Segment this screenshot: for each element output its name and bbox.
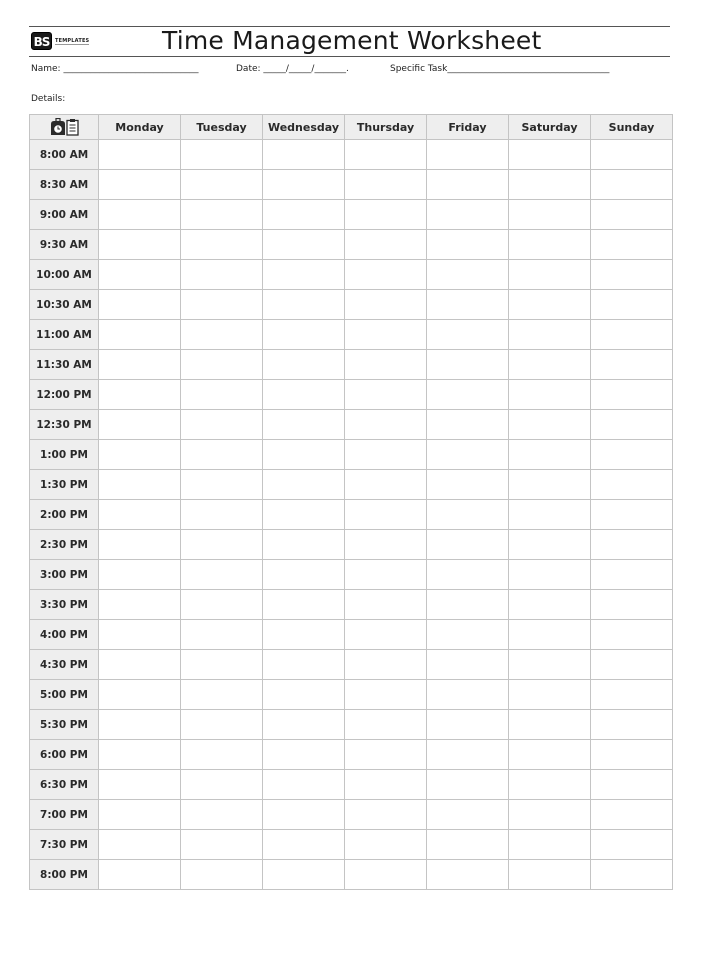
schedule-cell-tuesday[interactable] — [181, 140, 263, 170]
schedule-cell-friday[interactable] — [427, 680, 509, 710]
schedule-cell-monday[interactable] — [99, 380, 181, 410]
day-header-sunday: Sunday — [591, 115, 673, 140]
table-row — [30, 200, 673, 230]
schedule-cell-tuesday[interactable] — [181, 830, 263, 860]
schedule-cell-thursday[interactable] — [345, 470, 427, 500]
schedule-cell-tuesday[interactable] — [181, 320, 263, 350]
date-field[interactable]: Date: _____/_____/_______. — [236, 64, 349, 74]
logo-mark: BS — [31, 32, 52, 50]
table-row — [30, 710, 673, 740]
schedule-cell-friday[interactable] — [427, 290, 509, 320]
table-row — [30, 140, 673, 170]
schedule-cell-tuesday[interactable] — [181, 590, 263, 620]
table-row — [30, 620, 673, 650]
day-header-wednesday: Wednesday — [263, 115, 345, 140]
schedule-cell-wednesday[interactable] — [263, 290, 345, 320]
schedule-cell-wednesday[interactable] — [263, 440, 345, 470]
time-slot-label: 8:00 AM — [30, 140, 99, 170]
schedule-cell-friday[interactable] — [427, 560, 509, 590]
table-row — [30, 860, 673, 890]
schedule-cell-tuesday[interactable] — [181, 650, 263, 680]
day-header-thursday: Thursday — [345, 115, 427, 140]
schedule-cell-friday[interactable] — [427, 830, 509, 860]
schedule-cell-friday[interactable] — [427, 440, 509, 470]
schedule-cell-tuesday[interactable] — [181, 170, 263, 200]
schedule-cell-wednesday[interactable] — [263, 230, 345, 260]
header-row — [30, 115, 673, 140]
schedule-cell-monday[interactable] — [99, 470, 181, 500]
schedule-cell-saturday[interactable] — [509, 440, 591, 470]
schedule-cell-tuesday[interactable] — [181, 740, 263, 770]
schedule-cell-friday[interactable] — [427, 530, 509, 560]
time-slot-label: 10:30 AM — [30, 290, 99, 320]
schedule-cell-monday[interactable] — [99, 710, 181, 740]
schedule-cell-wednesday[interactable] — [263, 770, 345, 800]
schedule-cell-wednesday[interactable] — [263, 380, 345, 410]
time-slot-label: 6:00 PM — [30, 740, 99, 770]
details-label: Details: — [31, 94, 66, 104]
schedule-cell-wednesday[interactable] — [263, 530, 345, 560]
schedule-cell-friday[interactable] — [427, 620, 509, 650]
schedule-cell-sunday[interactable] — [591, 740, 673, 770]
page-title: Time Management Worksheet — [162, 26, 542, 55]
table-row — [30, 650, 673, 680]
schedule-cell-wednesday[interactable] — [263, 140, 345, 170]
schedule-cell-tuesday[interactable] — [181, 530, 263, 560]
schedule-cell-thursday[interactable] — [345, 380, 427, 410]
schedule-cell-tuesday[interactable] — [181, 800, 263, 830]
schedule-cell-tuesday[interactable] — [181, 440, 263, 470]
schedule-cell-saturday[interactable] — [509, 230, 591, 260]
schedule-cell-sunday[interactable] — [591, 470, 673, 500]
schedule-cell-sunday[interactable] — [591, 620, 673, 650]
schedule-cell-monday[interactable] — [99, 410, 181, 440]
schedule-cell-saturday[interactable] — [509, 500, 591, 530]
schedule-cell-monday[interactable] — [99, 290, 181, 320]
schedule-cell-monday[interactable] — [99, 800, 181, 830]
schedule-cell-friday[interactable] — [427, 380, 509, 410]
schedule-cell-monday[interactable] — [99, 230, 181, 260]
schedule-cell-friday[interactable] — [427, 740, 509, 770]
schedule-cell-sunday[interactable] — [591, 710, 673, 740]
time-slot-label: 6:30 PM — [30, 770, 99, 800]
schedule-cell-saturday[interactable] — [509, 170, 591, 200]
schedule-cell-sunday[interactable] — [591, 350, 673, 380]
schedule-cell-tuesday[interactable] — [181, 380, 263, 410]
schedule-cell-wednesday[interactable] — [263, 650, 345, 680]
schedule-cell-monday[interactable] — [99, 260, 181, 290]
time-slot-label: 3:00 PM — [30, 560, 99, 590]
schedule-cell-wednesday[interactable] — [263, 860, 345, 890]
schedule-cell-monday[interactable] — [99, 680, 181, 710]
time-slot-label: 1:30 PM — [30, 470, 99, 500]
schedule-cell-friday[interactable] — [427, 710, 509, 740]
logo — [31, 32, 89, 50]
schedule-cell-tuesday[interactable] — [181, 230, 263, 260]
time-slot-label: 5:30 PM — [30, 710, 99, 740]
schedule-cell-wednesday[interactable] — [263, 710, 345, 740]
schedule-table — [29, 114, 673, 890]
time-slot-label: 7:30 PM — [30, 830, 99, 860]
schedule-cell-friday[interactable] — [427, 320, 509, 350]
schedule-cell-thursday[interactable] — [345, 620, 427, 650]
schedule-cell-friday[interactable] — [427, 860, 509, 890]
time-slot-label: 12:30 PM — [30, 410, 99, 440]
schedule-cell-monday[interactable] — [99, 560, 181, 590]
table-row — [30, 590, 673, 620]
schedule-cell-thursday[interactable] — [345, 650, 427, 680]
table-row — [30, 350, 673, 380]
schedule-cell-tuesday[interactable] — [181, 260, 263, 290]
schedule-cell-wednesday[interactable] — [263, 680, 345, 710]
schedule-cell-thursday[interactable] — [345, 560, 427, 590]
schedule-cell-tuesday[interactable] — [181, 350, 263, 380]
schedule-cell-thursday[interactable] — [345, 290, 427, 320]
schedule-cell-wednesday[interactable] — [263, 740, 345, 770]
table-row — [30, 800, 673, 830]
time-slot-label: 2:00 PM — [30, 500, 99, 530]
time-slot-label: 8:30 AM — [30, 170, 99, 200]
schedule-cell-thursday[interactable] — [345, 680, 427, 710]
day-header-saturday: Saturday — [509, 115, 591, 140]
schedule-cell-monday[interactable] — [99, 350, 181, 380]
day-header-friday: Friday — [427, 115, 509, 140]
schedule-cell-wednesday[interactable] — [263, 200, 345, 230]
schedule-cell-saturday[interactable] — [509, 650, 591, 680]
schedule-cell-thursday[interactable] — [345, 140, 427, 170]
schedule-cell-tuesday[interactable] — [181, 710, 263, 740]
table-row — [30, 530, 673, 560]
schedule-cell-saturday[interactable] — [509, 620, 591, 650]
table-row — [30, 170, 673, 200]
schedule-cell-friday[interactable] — [427, 410, 509, 440]
schedule-cell-sunday[interactable] — [591, 440, 673, 470]
schedule-cell-thursday[interactable] — [345, 440, 427, 470]
schedule-cell-wednesday[interactable] — [263, 590, 345, 620]
schedule-cell-sunday[interactable] — [591, 140, 673, 170]
schedule-cell-wednesday[interactable] — [263, 800, 345, 830]
schedule-cell-saturday[interactable] — [509, 410, 591, 440]
schedule-cell-sunday[interactable] — [591, 500, 673, 530]
schedule-cell-thursday[interactable] — [345, 200, 427, 230]
schedule-cell-monday[interactable] — [99, 650, 181, 680]
day-header-tuesday: Tuesday — [181, 115, 263, 140]
schedule-cell-saturday[interactable] — [509, 590, 591, 620]
schedule-cell-monday[interactable] — [99, 740, 181, 770]
schedule-cell-saturday[interactable] — [509, 320, 591, 350]
schedule-cell-wednesday[interactable] — [263, 350, 345, 380]
schedule-cell-thursday[interactable] — [345, 830, 427, 860]
schedule-cell-tuesday[interactable] — [181, 500, 263, 530]
logo-text: TEMPLATES — [55, 37, 90, 44]
time-slot-label: 3:30 PM — [30, 590, 99, 620]
table-row — [30, 740, 673, 770]
schedule-cell-monday[interactable] — [99, 170, 181, 200]
schedule-cell-sunday[interactable] — [591, 560, 673, 590]
schedule-cell-wednesday[interactable] — [263, 170, 345, 200]
schedule-cell-thursday[interactable] — [345, 800, 427, 830]
schedule-cell-sunday[interactable] — [591, 410, 673, 440]
schedule-cell-saturday[interactable] — [509, 530, 591, 560]
day-header-monday: Monday — [99, 115, 181, 140]
schedule-cell-tuesday[interactable] — [181, 680, 263, 710]
table-row — [30, 560, 673, 590]
schedule-cell-wednesday[interactable] — [263, 320, 345, 350]
table-row — [30, 320, 673, 350]
time-slot-label: 8:00 PM — [30, 860, 99, 890]
schedule-cell-tuesday[interactable] — [181, 410, 263, 440]
schedule-cell-wednesday[interactable] — [263, 830, 345, 860]
schedule-cell-sunday[interactable] — [591, 830, 673, 860]
table-row — [30, 770, 673, 800]
schedule-cell-sunday[interactable] — [591, 800, 673, 830]
schedule-cell-friday[interactable] — [427, 350, 509, 380]
schedule-cell-thursday[interactable] — [345, 260, 427, 290]
time-slot-label: 9:30 AM — [30, 230, 99, 260]
schedule-cell-tuesday[interactable] — [181, 770, 263, 800]
schedule-cell-wednesday[interactable] — [263, 410, 345, 440]
schedule-cell-wednesday[interactable] — [263, 260, 345, 290]
clock-clipboard-icon — [48, 118, 80, 136]
time-slot-label: 5:00 PM — [30, 680, 99, 710]
table-row — [30, 380, 673, 410]
schedule-cell-thursday[interactable] — [345, 230, 427, 260]
schedule-cell-saturday[interactable] — [509, 770, 591, 800]
schedule-cell-sunday[interactable] — [591, 380, 673, 410]
schedule-cell-wednesday[interactable] — [263, 500, 345, 530]
time-slot-label: 1:00 PM — [30, 440, 99, 470]
schedule-cell-monday[interactable] — [99, 500, 181, 530]
schedule-cell-thursday[interactable] — [345, 860, 427, 890]
schedule-cell-friday[interactable] — [427, 200, 509, 230]
schedule-cell-sunday[interactable] — [591, 770, 673, 800]
schedule-cell-thursday[interactable] — [345, 590, 427, 620]
schedule-cell-thursday[interactable] — [345, 530, 427, 560]
schedule-body — [30, 140, 673, 890]
corner-cell — [30, 115, 99, 140]
schedule-cell-thursday[interactable] — [345, 350, 427, 380]
schedule-cell-friday[interactable] — [427, 170, 509, 200]
schedule-cell-sunday[interactable] — [591, 230, 673, 260]
schedule-cell-saturday[interactable] — [509, 680, 591, 710]
time-slot-label: 12:00 PM — [30, 380, 99, 410]
time-slot-label: 4:00 PM — [30, 620, 99, 650]
schedule-cell-thursday[interactable] — [345, 320, 427, 350]
time-slot-label: 11:30 AM — [30, 350, 99, 380]
schedule-cell-friday[interactable] — [427, 230, 509, 260]
time-slot-label: 7:00 PM — [30, 800, 99, 830]
schedule-cell-saturday[interactable] — [509, 560, 591, 590]
schedule-cell-sunday[interactable] — [591, 260, 673, 290]
schedule-cell-sunday[interactable] — [591, 650, 673, 680]
schedule-cell-tuesday[interactable] — [181, 290, 263, 320]
schedule-cell-friday[interactable] — [427, 140, 509, 170]
schedule-cell-saturday[interactable] — [509, 830, 591, 860]
schedule-cell-saturday[interactable] — [509, 140, 591, 170]
schedule-cell-sunday[interactable] — [591, 860, 673, 890]
time-slot-label: 11:00 AM — [30, 320, 99, 350]
schedule-cell-tuesday[interactable] — [181, 470, 263, 500]
time-slot-label: 4:30 PM — [30, 650, 99, 680]
schedule-cell-saturday[interactable] — [509, 860, 591, 890]
schedule-cell-friday[interactable] — [427, 260, 509, 290]
schedule-cell-sunday[interactable] — [591, 590, 673, 620]
time-slot-label: 2:30 PM — [30, 530, 99, 560]
schedule-cell-friday[interactable] — [427, 770, 509, 800]
schedule-cell-monday[interactable] — [99, 320, 181, 350]
schedule-cell-saturday[interactable] — [509, 290, 591, 320]
schedule-cell-thursday[interactable] — [345, 710, 427, 740]
schedule-cell-thursday[interactable] — [345, 500, 427, 530]
specific-task-field[interactable]: Specific Task____________________________________ — [390, 64, 610, 74]
schedule-cell-monday[interactable] — [99, 200, 181, 230]
schedule-cell-sunday[interactable] — [591, 320, 673, 350]
schedule-cell-sunday[interactable] — [591, 200, 673, 230]
table-row — [30, 260, 673, 290]
table-row — [30, 410, 673, 440]
table-row — [30, 500, 673, 530]
schedule-cell-saturday[interactable] — [509, 740, 591, 770]
title-rule — [29, 56, 670, 57]
schedule-cell-friday[interactable] — [427, 470, 509, 500]
schedule-cell-tuesday[interactable] — [181, 620, 263, 650]
schedule-cell-friday[interactable] — [427, 500, 509, 530]
schedule-cell-saturday[interactable] — [509, 260, 591, 290]
schedule-cell-sunday[interactable] — [591, 530, 673, 560]
schedule-cell-sunday[interactable] — [591, 290, 673, 320]
table-row — [30, 470, 673, 500]
schedule-cell-wednesday[interactable] — [263, 470, 345, 500]
schedule-cell-saturday[interactable] — [509, 800, 591, 830]
schedule-cell-friday[interactable] — [427, 800, 509, 830]
schedule-cell-tuesday[interactable] — [181, 860, 263, 890]
schedule-cell-monday[interactable] — [99, 440, 181, 470]
table-row — [30, 680, 673, 710]
schedule-cell-thursday[interactable] — [345, 740, 427, 770]
schedule-cell-friday[interactable] — [427, 590, 509, 620]
schedule-cell-saturday[interactable] — [509, 470, 591, 500]
schedule-cell-monday[interactable] — [99, 620, 181, 650]
schedule-cell-wednesday[interactable] — [263, 560, 345, 590]
time-slot-label: 9:00 AM — [30, 200, 99, 230]
table-row — [30, 290, 673, 320]
schedule-cell-monday[interactable] — [99, 140, 181, 170]
schedule-cell-sunday[interactable] — [591, 680, 673, 710]
schedule-cell-saturday[interactable] — [509, 350, 591, 380]
schedule-cell-friday[interactable] — [427, 650, 509, 680]
schedule-cell-monday[interactable] — [99, 770, 181, 800]
schedule-cell-saturday[interactable] — [509, 200, 591, 230]
schedule-cell-thursday[interactable] — [345, 770, 427, 800]
name-field[interactable]: Name: ______________________________ — [31, 64, 199, 74]
schedule-cell-sunday[interactable] — [591, 170, 673, 200]
schedule-cell-thursday[interactable] — [345, 170, 427, 200]
table-row — [30, 440, 673, 470]
table-row — [30, 230, 673, 260]
schedule-cell-wednesday[interactable] — [263, 620, 345, 650]
schedule-cell-monday[interactable] — [99, 530, 181, 560]
schedule-cell-tuesday[interactable] — [181, 200, 263, 230]
schedule-cell-saturday[interactable] — [509, 710, 591, 740]
table-row — [30, 830, 673, 860]
schedule-cell-monday[interactable] — [99, 860, 181, 890]
time-slot-label: 10:00 AM — [30, 260, 99, 290]
schedule-cell-monday[interactable] — [99, 590, 181, 620]
schedule-cell-saturday[interactable] — [509, 380, 591, 410]
schedule-cell-thursday[interactable] — [345, 410, 427, 440]
schedule-cell-monday[interactable] — [99, 830, 181, 860]
schedule-cell-tuesday[interactable] — [181, 560, 263, 590]
